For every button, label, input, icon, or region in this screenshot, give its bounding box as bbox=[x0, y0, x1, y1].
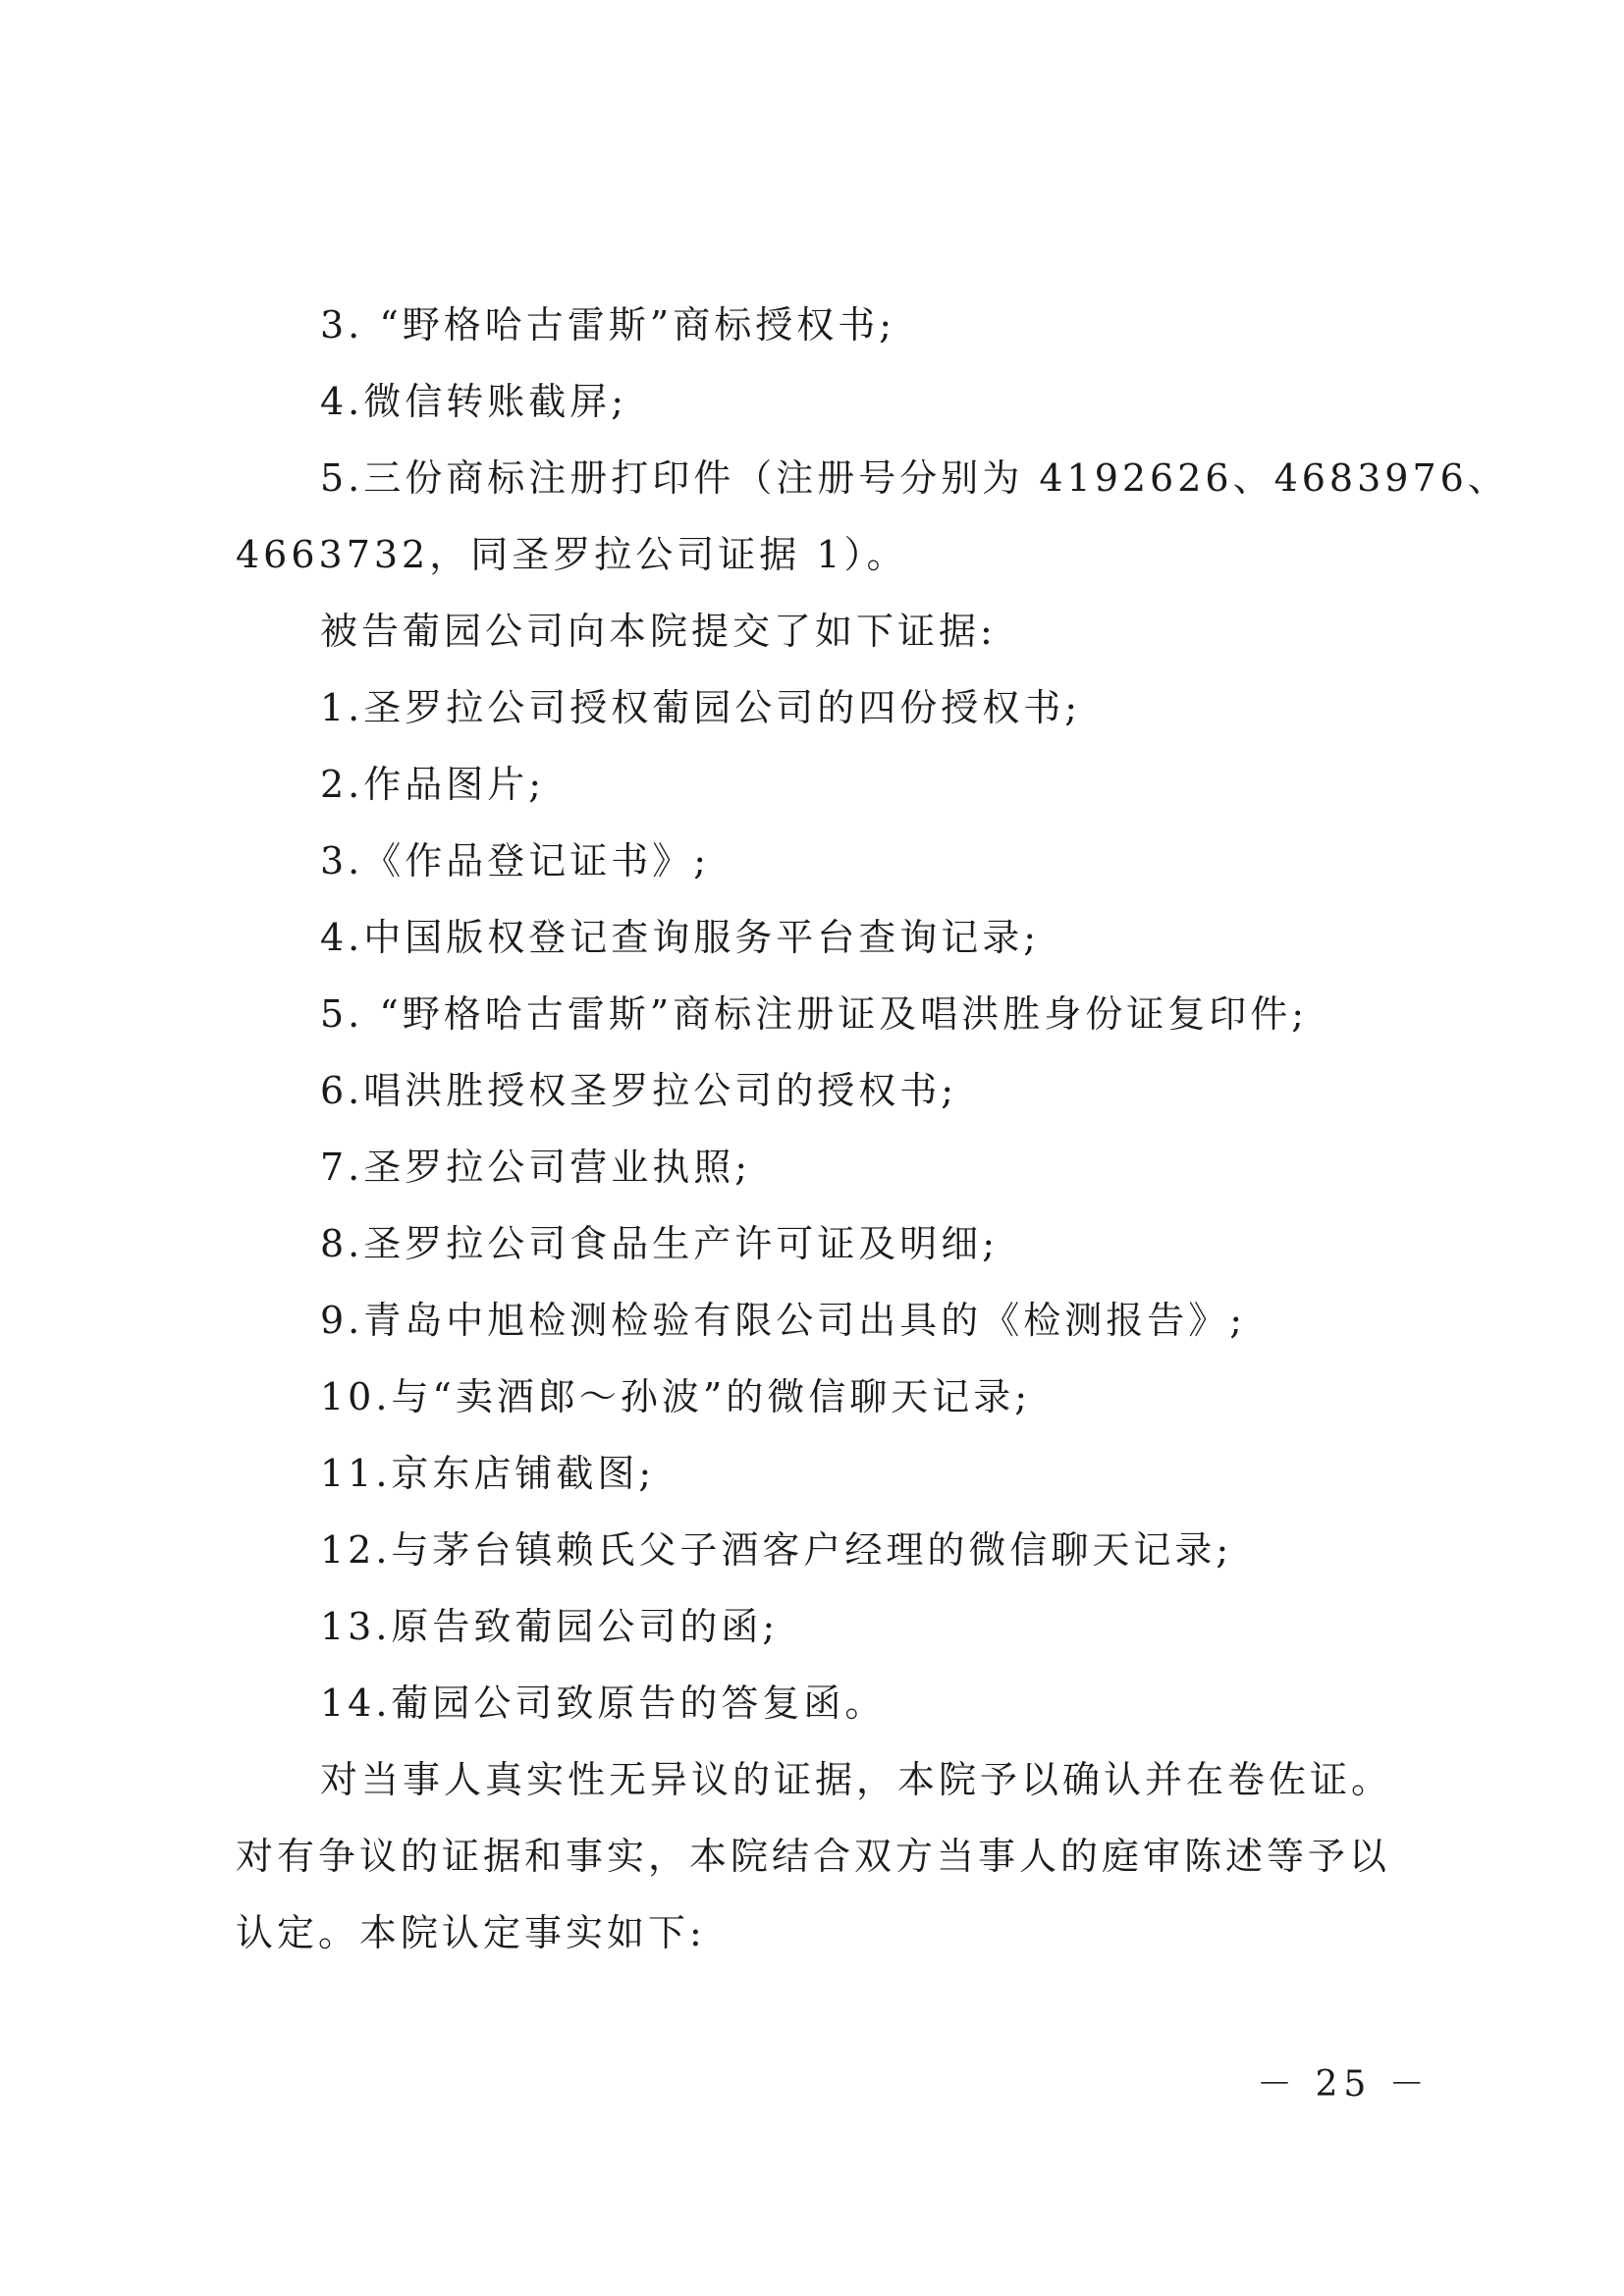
defendant-evidence-7: 7.圣罗拉公司营业执照; bbox=[320, 1146, 752, 1189]
defendant-evidence-10: 10.与“卖酒郎～孙波”的微信聊天记录; bbox=[320, 1375, 1032, 1418]
defendant-evidence-intro: 被告葡园公司向本院提交了如下证据: bbox=[320, 610, 997, 653]
evidence-item-5-continued: 4663732，同圣罗拉公司证据 1）。 bbox=[236, 533, 908, 576]
court-finding-paragraph-line-3: 认定。本院认定事实如下: bbox=[236, 1911, 706, 1954]
court-finding-paragraph-line-2: 对有争议的证据和事实，本院结合双方当事人的庭审陈述等予以 bbox=[236, 1835, 1391, 1878]
defendant-evidence-2: 2.作品图片; bbox=[320, 763, 546, 806]
defendant-evidence-4: 4.中国版权登记查询服务平台查询记录; bbox=[320, 916, 1041, 959]
defendant-evidence-11: 11.京东店铺截图; bbox=[320, 1452, 656, 1495]
page-number: － 25 － bbox=[1257, 2064, 1431, 2105]
evidence-item-3-trademark-authorization: 3. “野格哈古雷斯”商标授权书; bbox=[320, 303, 895, 347]
defendant-evidence-6: 6.唱洪胜授权圣罗拉公司的授权书; bbox=[320, 1069, 958, 1112]
defendant-evidence-5: 5. “野格哈古雷斯”商标注册证及唱洪胜身份证复印件; bbox=[320, 992, 1308, 1036]
evidence-item-5-trademark-printouts: 5.三份商标注册打印件（注册号分别为 4192626、4683976、 bbox=[320, 456, 1509, 500]
evidence-item-4-wechat-transfer: 4.微信转账截屏; bbox=[320, 380, 628, 423]
defendant-evidence-9: 9.青岛中旭检测检验有限公司出具的《检测报告》; bbox=[320, 1299, 1247, 1342]
defendant-evidence-12: 12.与茅台镇赖氏父子酒客户经理的微信聊天记录; bbox=[320, 1528, 1233, 1572]
defendant-evidence-1: 1.圣罗拉公司授权葡园公司的四份授权书; bbox=[320, 686, 1082, 729]
document-body bbox=[236, 287, 1509, 1971]
defendant-evidence-8: 8.圣罗拉公司食品生产许可证及明细; bbox=[320, 1222, 1000, 1265]
defendant-evidence-3: 3.《作品登记证书》; bbox=[320, 839, 711, 882]
court-finding-paragraph-line-1: 对当事人真实性无异议的证据，本院予以确认并在卷佐证。 bbox=[320, 1758, 1393, 1801]
defendant-evidence-13: 13.原告致葡园公司的函; bbox=[320, 1605, 780, 1648]
defendant-evidence-14: 14.葡园公司致原告的答复函。 bbox=[320, 1682, 887, 1725]
